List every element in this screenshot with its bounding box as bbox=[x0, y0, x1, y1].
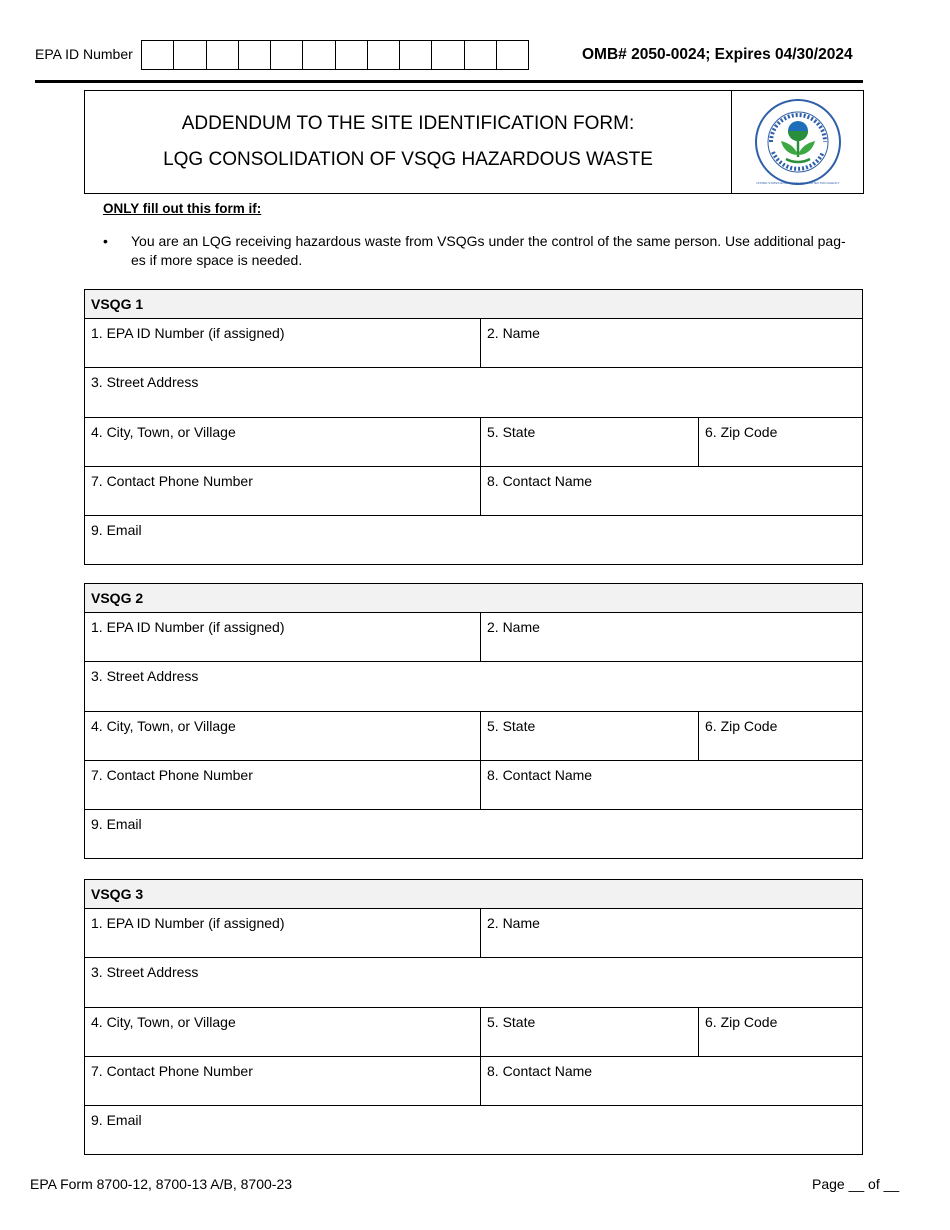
bullet-dot-icon: • bbox=[103, 233, 108, 249]
vsqg-section-2 bbox=[84, 583, 863, 859]
vsqg-section-3 bbox=[84, 879, 863, 1155]
epa-id-char-box[interactable] bbox=[174, 41, 206, 69]
epa-id-char-box[interactable] bbox=[271, 41, 303, 69]
contact-name-field[interactable] bbox=[481, 467, 862, 515]
vsqg-section-title: VSQG 2 bbox=[85, 584, 862, 613]
epa-id-char-box[interactable] bbox=[400, 41, 432, 69]
contact-name-field[interactable] bbox=[481, 761, 862, 809]
epa-id-char-box[interactable] bbox=[432, 41, 464, 69]
epa-id-input-boxes[interactable] bbox=[141, 40, 529, 70]
title-line-1: ADDENDUM TO THE SITE IDENTIFICATION FORM: bbox=[181, 113, 635, 134]
epa-id-char-box[interactable] bbox=[368, 41, 400, 69]
vsqg-row bbox=[85, 909, 862, 958]
epa-id-field[interactable] bbox=[85, 613, 481, 661]
instructions-text: You are an LQG receiving hazardous waste from VSQGs under the control of the same person. Use additional pag-es if more space is needed. bbox=[131, 233, 846, 268]
field-label: 8. Contact Name bbox=[487, 767, 593, 783]
epa-seal-icon bbox=[753, 97, 843, 187]
vsqg-row bbox=[85, 958, 862, 1008]
epa-id-char-box[interactable] bbox=[142, 41, 174, 69]
vsqg-row bbox=[85, 516, 862, 564]
field-label: 4. City, Town, or Village bbox=[91, 1014, 236, 1030]
footer-page-number: Page __ of __ bbox=[812, 1176, 900, 1192]
field-label: 5. State bbox=[487, 718, 536, 734]
vsqg-row bbox=[85, 418, 862, 467]
epa-id-label: EPA ID Number bbox=[35, 46, 133, 62]
street-address-field[interactable] bbox=[85, 368, 862, 417]
email-field[interactable] bbox=[85, 810, 862, 858]
vsqg-row bbox=[85, 467, 862, 516]
vsqg-row bbox=[85, 810, 862, 858]
name-field[interactable] bbox=[481, 909, 862, 957]
field-label: 4. City, Town, or Village bbox=[91, 424, 236, 440]
contact-phone-field[interactable] bbox=[85, 467, 481, 515]
contact-phone-field[interactable] bbox=[85, 761, 481, 809]
field-label: 6. Zip Code bbox=[705, 1014, 778, 1030]
field-label: 9. Email bbox=[91, 522, 142, 538]
instructions-bullet bbox=[103, 232, 853, 270]
vsqg-row bbox=[85, 1008, 862, 1057]
epa-id-char-box[interactable] bbox=[497, 41, 528, 69]
field-label: 9. Email bbox=[91, 816, 142, 832]
vsqg-section-title: VSQG 1 bbox=[85, 290, 862, 319]
field-label: 8. Contact Name bbox=[487, 1063, 593, 1079]
epa-id-char-box[interactable] bbox=[465, 41, 497, 69]
vsqg-row bbox=[85, 368, 862, 418]
logo-text: UNITED STATES ENVIRONMENTAL PROTECTION AGENCY bbox=[755, 181, 840, 185]
field-label: 5. State bbox=[487, 1014, 536, 1030]
epa-id-char-box[interactable] bbox=[207, 41, 239, 69]
vsqg-row bbox=[85, 662, 862, 712]
epa-id-char-box[interactable] bbox=[336, 41, 368, 69]
field-label: 4. City, Town, or Village bbox=[91, 718, 236, 734]
field-label: 6. Zip Code bbox=[705, 718, 778, 734]
city-field[interactable] bbox=[85, 418, 481, 466]
field-label: 1. EPA ID Number (if assigned) bbox=[91, 325, 285, 341]
name-field[interactable] bbox=[481, 319, 862, 367]
epa-id-char-box[interactable] bbox=[239, 41, 271, 69]
vsqg-section-title: VSQG 3 bbox=[85, 880, 862, 909]
field-label: 2. Name bbox=[487, 915, 540, 931]
field-label: 3. Street Address bbox=[91, 374, 199, 390]
title-box bbox=[84, 90, 864, 194]
vsqg-row bbox=[85, 1106, 862, 1154]
field-label: 8. Contact Name bbox=[487, 473, 593, 489]
form-title bbox=[85, 91, 731, 193]
vsqg-row bbox=[85, 613, 862, 662]
field-label: 7. Contact Phone Number bbox=[91, 1063, 253, 1079]
header-divider bbox=[35, 80, 863, 83]
zip-code-field[interactable] bbox=[699, 1008, 862, 1056]
state-field[interactable] bbox=[481, 418, 699, 466]
title-line-2: LQG CONSOLIDATION OF VSQG HAZARDOUS WASTE bbox=[163, 149, 653, 170]
city-field[interactable] bbox=[85, 712, 481, 760]
omb-number: OMB# 2050-0024; Expires 04/30/2024 bbox=[582, 46, 853, 63]
field-label: 3. Street Address bbox=[91, 964, 199, 980]
city-field[interactable] bbox=[85, 1008, 481, 1056]
contact-phone-field[interactable] bbox=[85, 1057, 481, 1105]
field-label: 7. Contact Phone Number bbox=[91, 767, 253, 783]
street-address-field[interactable] bbox=[85, 662, 862, 711]
street-address-field[interactable] bbox=[85, 958, 862, 1007]
state-field[interactable] bbox=[481, 712, 699, 760]
field-label: 2. Name bbox=[487, 619, 540, 635]
vsqg-row bbox=[85, 319, 862, 368]
epa-id-field[interactable] bbox=[85, 319, 481, 367]
field-label: 5. State bbox=[487, 424, 536, 440]
field-label: 7. Contact Phone Number bbox=[91, 473, 253, 489]
field-label: 9. Email bbox=[91, 1112, 142, 1128]
epa-id-char-box[interactable] bbox=[303, 41, 335, 69]
name-field[interactable] bbox=[481, 613, 862, 661]
field-label: 1. EPA ID Number (if assigned) bbox=[91, 915, 285, 931]
email-field[interactable] bbox=[85, 1106, 862, 1154]
field-label: 3. Street Address bbox=[91, 668, 199, 684]
vsqg-row bbox=[85, 1057, 862, 1106]
vsqg-row bbox=[85, 712, 862, 761]
vsqg-row bbox=[85, 761, 862, 810]
state-field[interactable] bbox=[481, 1008, 699, 1056]
vsqg-section-1 bbox=[84, 289, 863, 565]
field-label: 2. Name bbox=[487, 325, 540, 341]
contact-name-field[interactable] bbox=[481, 1057, 862, 1105]
email-field[interactable] bbox=[85, 516, 862, 564]
epa-logo bbox=[731, 91, 863, 193]
zip-code-field[interactable] bbox=[699, 418, 862, 466]
field-label: 1. EPA ID Number (if assigned) bbox=[91, 619, 285, 635]
field-label: 6. Zip Code bbox=[705, 424, 778, 440]
footer-form-numbers: EPA Form 8700-12, 8700-13 A/B, 8700-23 bbox=[30, 1176, 293, 1192]
epa-id-field[interactable] bbox=[85, 909, 481, 957]
zip-code-field[interactable] bbox=[699, 712, 862, 760]
instructions-heading: ONLY fill out this form if: bbox=[103, 201, 262, 216]
